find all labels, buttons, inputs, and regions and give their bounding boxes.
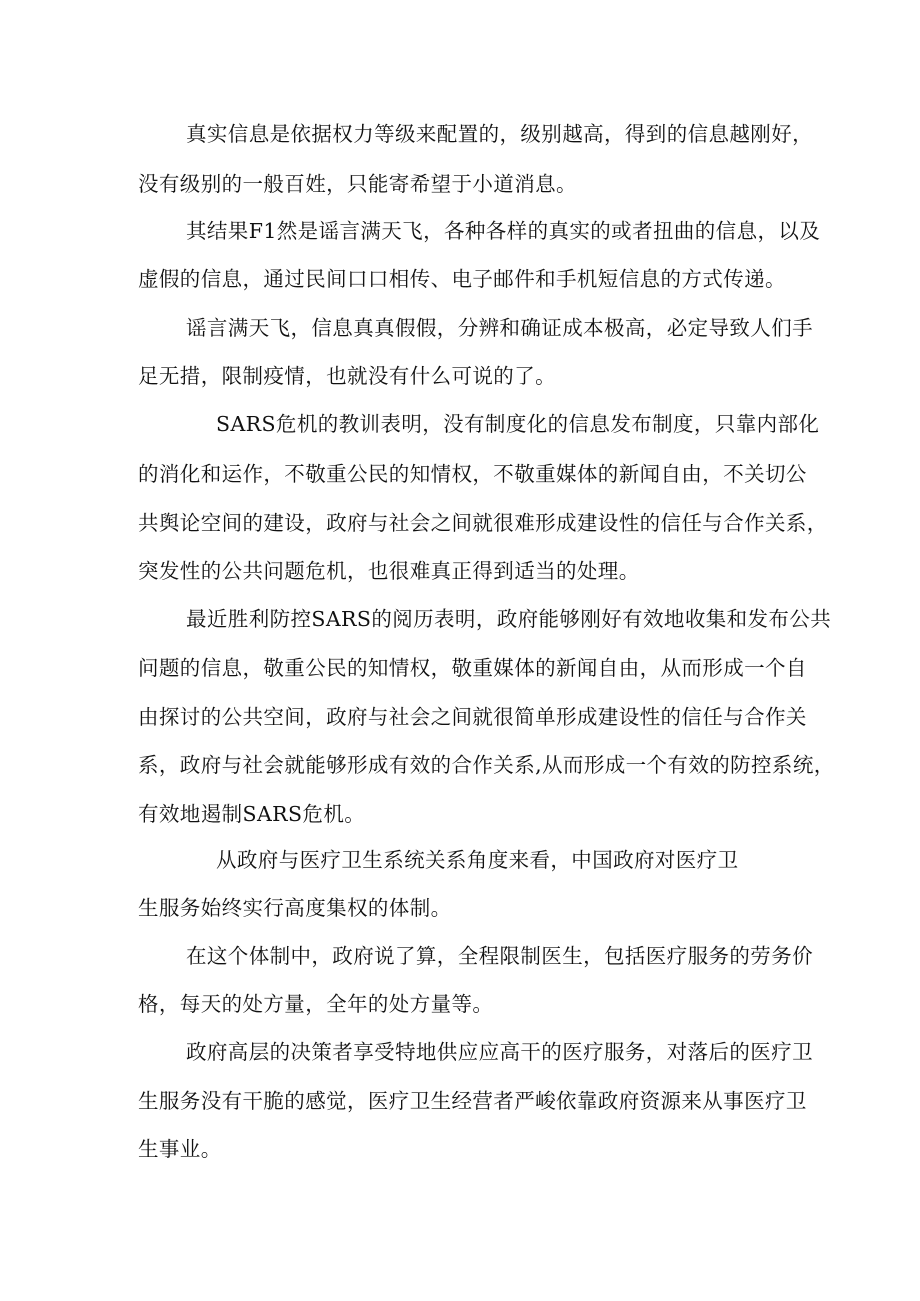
paragraph-1-line-2: 没有级别的一般百姓，只能寄希望于小道消息。: [138, 172, 577, 196]
paragraph-5-line-5: 有效地遏制SARS危机。: [138, 802, 366, 826]
paragraph-8-line-1: 政府高层的决策者享受特地供应应高干的医疗服务，对落后的医疗卫: [186, 1040, 813, 1064]
paragraph-5-line-2: 问题的信息，敬重公民的知情权，敬重媒体的新闻自由，从而形成一个自: [138, 656, 807, 680]
paragraph-6-line-2: 生服务始终实行高度集权的体制。: [138, 896, 452, 920]
paragraph-2-line-2: 虚假的信息，通过民间口口相传、电子邮件和手机短信息的方式传递。: [138, 267, 786, 291]
paragraph-5-line-3: 由探讨的公共空间，政府与社会之间就很简单形成建设性的信任与合作关: [138, 705, 807, 729]
paragraph-3-line-1: 谣言满天飞，信息真真假假，分辨和确证成本极高，必定导致人们手: [186, 316, 813, 340]
paragraph-5-line-4: 系，政府与社会就能够形成有效的合作关系,从而形成一个有效的防控系统，: [138, 753, 835, 777]
paragraph-7-line-1: 在这个体制中，政府说了算，全程限制医生，包括医疗服务的劳务价: [186, 944, 813, 968]
paragraph-2-line-1: 其结果F1然是谣言满天飞，各种各样的真实的或者扭曲的信息，以及: [186, 219, 821, 243]
paragraph-4-line-4: 突发性的公共问题危机，也很难真正得到适当的处理。: [138, 559, 640, 583]
paragraph-5-line-1: 最近胜利防控SARS的阅历表明，政府能够刚好有效地收集和发布公共: [186, 607, 832, 631]
paragraph-3-line-2: 足无措，限制疫情，也就没有什么可说的了。: [138, 364, 556, 388]
paragraph-6-line-1: 从政府与医疗卫生系统关系角度来看，中国政府对医疗卫: [216, 848, 739, 872]
paragraph-4-line-3: 共舆论空间的建设，政府与社会之间就很难形成建设性的信任与合作关系，: [138, 511, 828, 535]
paragraph-1-line-1: 真实信息是依据权力等级来配置的，级别越高，得到的信息越刚好，: [186, 122, 813, 146]
paragraph-8-line-3: 生事业。: [138, 1137, 222, 1161]
paragraph-4-line-1: SARS危机的教训表明，没有制度化的信息发布制度，只靠内部化: [216, 412, 820, 436]
paragraph-8-line-2: 生服务没有干脆的感觉，医疗卫生经营者严峻依靠政府资源来从事医疗卫: [138, 1089, 807, 1113]
paragraph-4-line-2: 的消化和运作，不敬重公民的知情权，不敬重媒体的新闻自由，不关切公: [138, 462, 807, 486]
paragraph-7-line-2: 格，每天的处方量，全年的处方量等。: [138, 992, 494, 1016]
